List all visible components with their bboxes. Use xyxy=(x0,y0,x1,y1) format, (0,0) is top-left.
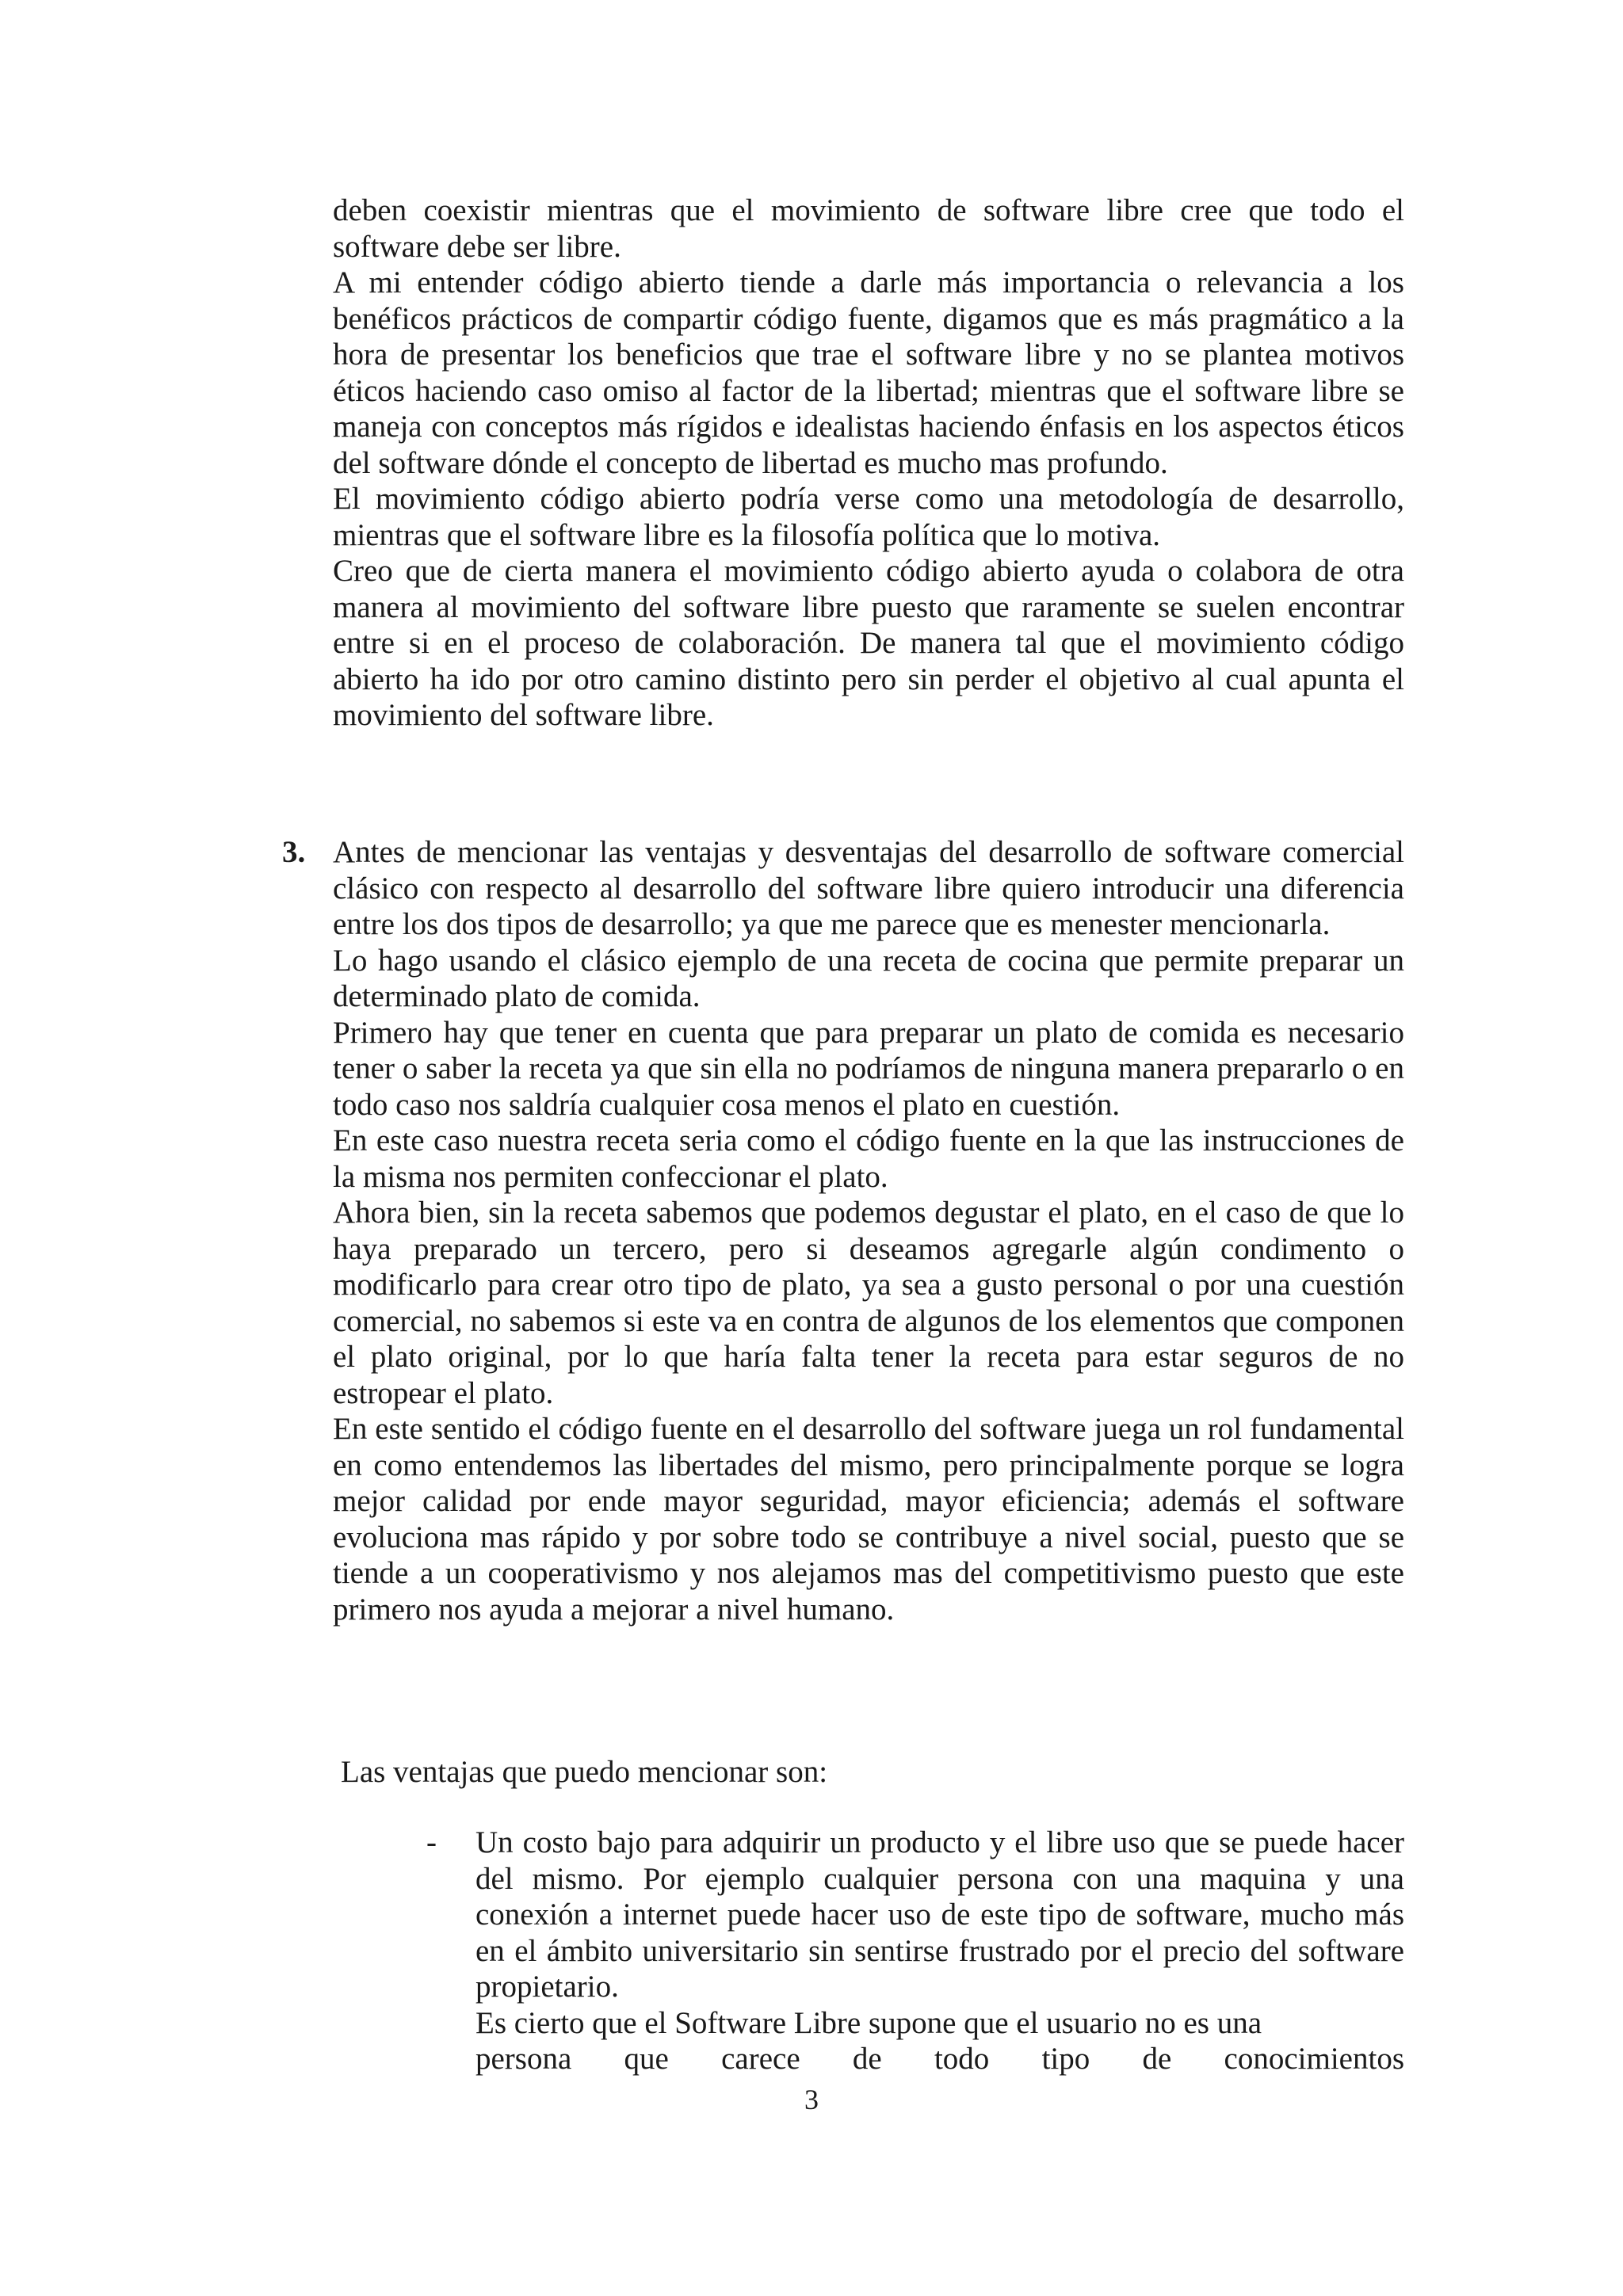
list-number: 3. xyxy=(282,835,306,869)
paragraph: Ahora bien, sin la receta sabemos que podemos degustar el plato, en el caso de que lo haya preparado un tercero, pero si deseamos agregarle algún condimento o modificarlo para crear otro tipo de plato, ya sea a gusto personal o por una cuestión comercial, no sabemos si este va en contra de algunos de los elementos que componen el plato original, por lo que haría falta tener la receta para estar seguros de no estropear el plato. xyxy=(333,1196,1404,1410)
justified-last-line xyxy=(475,2041,1404,2077)
bullet-item xyxy=(475,1825,1404,2077)
word: persona xyxy=(475,2042,572,2076)
paragraph: A mi entender código abierto tiende a darle más importancia o relevancia a los benéficos prácticos de compartir código fuente, digamos que es más pragmático a la hora de presentar los beneficios que trae el software libre y no se plantea motivos éticos haciendo caso omiso al factor de la libertad; mientras que el software libre se maneja con conceptos más rígidos e idealistas haciendo énfasis en los aspectos éticos del software dónde el concepto de libertad es mucho mas profundo. xyxy=(333,265,1404,480)
word: carece xyxy=(721,2042,800,2076)
paragraph: Creo que de cierta manera el movimiento código abierto ayuda o colabora de otra manera al movimiento del software libre puesto que raramente se suelen encontrar entre si en el proceso de colaboración. De manera tal que el movimiento código abierto ha ido por otro camino distinto pero sin perder el objetivo al cual apunta el movimiento del software libre. xyxy=(333,554,1404,732)
paragraph: Es cierto que el Software Libre supone que el usuario no es una xyxy=(475,2005,1262,2040)
word: tipo xyxy=(1041,2042,1090,2076)
page-number: 3 xyxy=(804,2084,819,2115)
word: de xyxy=(1142,2042,1172,2076)
paragraph: En este sentido el código fuente en el desarrollo del software juega un rol fundamental en como entendemos las libertades del mismo, pero principalmente porque se logra mejor calidad por ende mayor seguridad, mayor eficiencia; además el software evoluciona mas rápido y por sobre todo se contribuye a nivel social, puesto que se tiende a un cooperativismo y nos alejamos mas del competitivismo puesto que este primero nos ayuda a mejorar a nivel humano. xyxy=(333,1412,1404,1627)
word: todo xyxy=(934,2042,990,2076)
paragraph: En este caso nuestra receta seria como el código fuente en la que las instrucciones de la misma nos permiten confeccionar el plato. xyxy=(333,1123,1404,1194)
bullet-marker: - xyxy=(426,1825,437,1859)
word: que xyxy=(624,2042,669,2076)
paragraph: El movimiento código abierto podría verse como una metodología de desarrollo, mientras que el software libre es la filosofía política que lo motiva. xyxy=(333,482,1404,552)
word: de xyxy=(852,2042,882,2076)
paragraph: deben coexistir mientras que el movimiento de software libre cree que todo el software debe ser libre. xyxy=(333,193,1404,264)
continuation-section xyxy=(333,193,1404,734)
advantages-intro: Las ventajas que puedo mencionar son: xyxy=(341,1755,828,1789)
paragraph: Lo hago usando el clásico ejemplo de una receta de cocina que permite preparar un determinado plato de comida. xyxy=(333,943,1404,1013)
word: conocimientos xyxy=(1224,2042,1404,2076)
paragraph: Antes de mencionar las ventajas y desventajas del desarrollo de software comercial clásico con respecto al desarrollo del software libre quiero introducir una diferencia entre los dos tipos de desarrollo; ya que me parece que es menester mencionarla. xyxy=(333,835,1404,941)
paragraph: Un costo bajo para adquirir un producto y el libre uso que se puede hacer del mismo. Por ejemplo cualquier persona con una maquina y una conexión a internet puede hacer uso de este tipo de software, mucho más en el ámbito universitario sin sentirse frustrado por el precio del software propietario. xyxy=(475,1825,1404,2004)
item-3-section xyxy=(333,834,1404,1627)
paragraph: Primero hay que tener en cuenta que para preparar un plato de comida es necesario tener o saber la receta ya que sin ella no podríamos de ninguna manera prepararlo o en todo caso nos saldría cualquier cosa menos el plato en cuestión. xyxy=(333,1015,1404,1122)
